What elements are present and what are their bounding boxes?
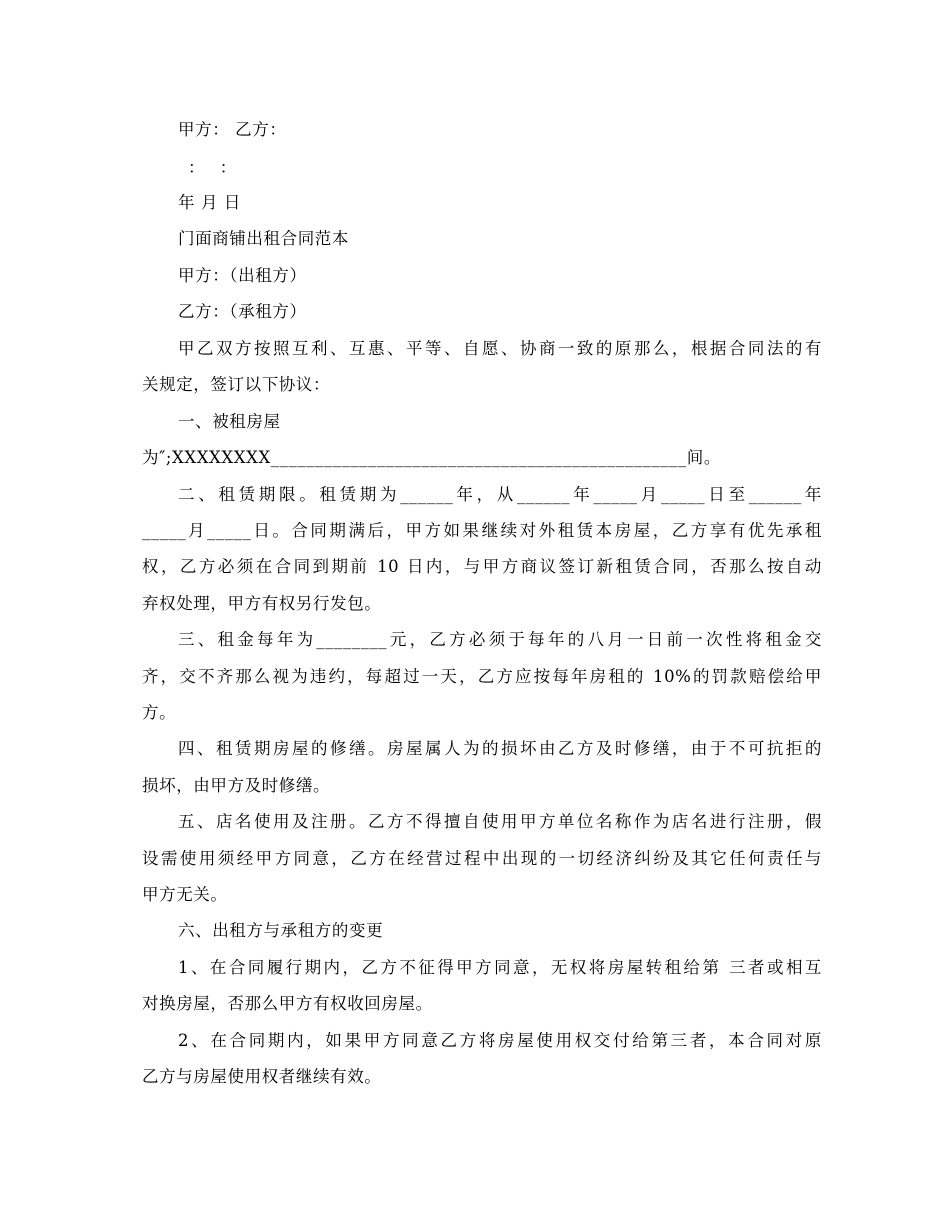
paragraph-line: 权，乙方必须在合同到期前 10 日内，与甲方商议签订新租赁合同，否那么按自动 <box>142 557 822 576</box>
paragraph-line: 方。 <box>142 703 177 722</box>
lessor-line: 甲方：（出租方） <box>178 266 307 285</box>
paragraph-line: 五、店名使用及注册。乙方不得擅自使用甲方单位名称作为店名进行注册，假 <box>178 812 822 831</box>
paragraph-line: 2、在合同期内，如果甲方同意乙方将房屋使用权交付给第三者，本合同对原 <box>178 1031 822 1050</box>
paragraph-line: 甲乙双方按照互利、互惠、平等、自愿、协商一致的原那么，根据合同法的有 <box>178 339 822 358</box>
paragraph-line: 为″;XXXXXXXX_______________________________________________间。 <box>142 448 721 467</box>
paragraph-line: _____月_____日。合同期满后，甲方如果继续对外租赁本房屋，乙方享有优先承租 <box>142 521 822 540</box>
party-line: 甲方： 乙方： <box>178 120 287 139</box>
lessee-line: 乙方：（承租方） <box>178 302 307 321</box>
paragraph-line: 1、在合同履行期内，乙方不征得甲方同意，无权将房屋转租给第 三者或相互 <box>178 958 822 977</box>
paragraph-line: 设需使用须经甲方同意，乙方在经营过程中出现的一切经济纠纷及其它任何责任与 <box>142 849 822 868</box>
section-heading: 六、出租方与承租方的变更 <box>178 921 384 940</box>
paragraph-line: 关规定，签订以下协议： <box>142 375 331 394</box>
paragraph-line: 乙方与房屋使用权者继续有效。 <box>142 1067 382 1086</box>
paragraph-line: 甲方无关。 <box>142 885 228 904</box>
paragraph-line: 三、租金每年为________元，乙方必须于每年的八月一日前一次性将租金交 <box>178 630 822 649</box>
paragraph-line: 齐，交不齐那么视为违约，每超过一天，乙方应按每年房租的 10%的罚款赔偿给甲 <box>142 667 822 686</box>
paragraph-line: 四、租赁期房屋的修缮。房屋属人为的损坏由乙方及时修缮，由于不可抗拒的 <box>178 739 822 758</box>
paragraph-line: 二、租赁期限。租赁期为______年，从______年_____月_____日至______年 <box>178 485 822 504</box>
date-line: 年 月 日 <box>178 193 241 212</box>
colon-line: ： ： <box>188 158 237 177</box>
paragraph-line: 损坏，由甲方及时修缮。 <box>142 776 331 795</box>
contract-title: 门面商铺出租合同范本 <box>178 229 349 248</box>
paragraph-line: 对换房屋，否那么甲方有权收回房屋。 <box>142 994 433 1013</box>
section-heading: 一、被租房屋 <box>178 412 281 431</box>
paragraph-line: 弃权处理，甲方有权另行发包。 <box>142 594 382 613</box>
